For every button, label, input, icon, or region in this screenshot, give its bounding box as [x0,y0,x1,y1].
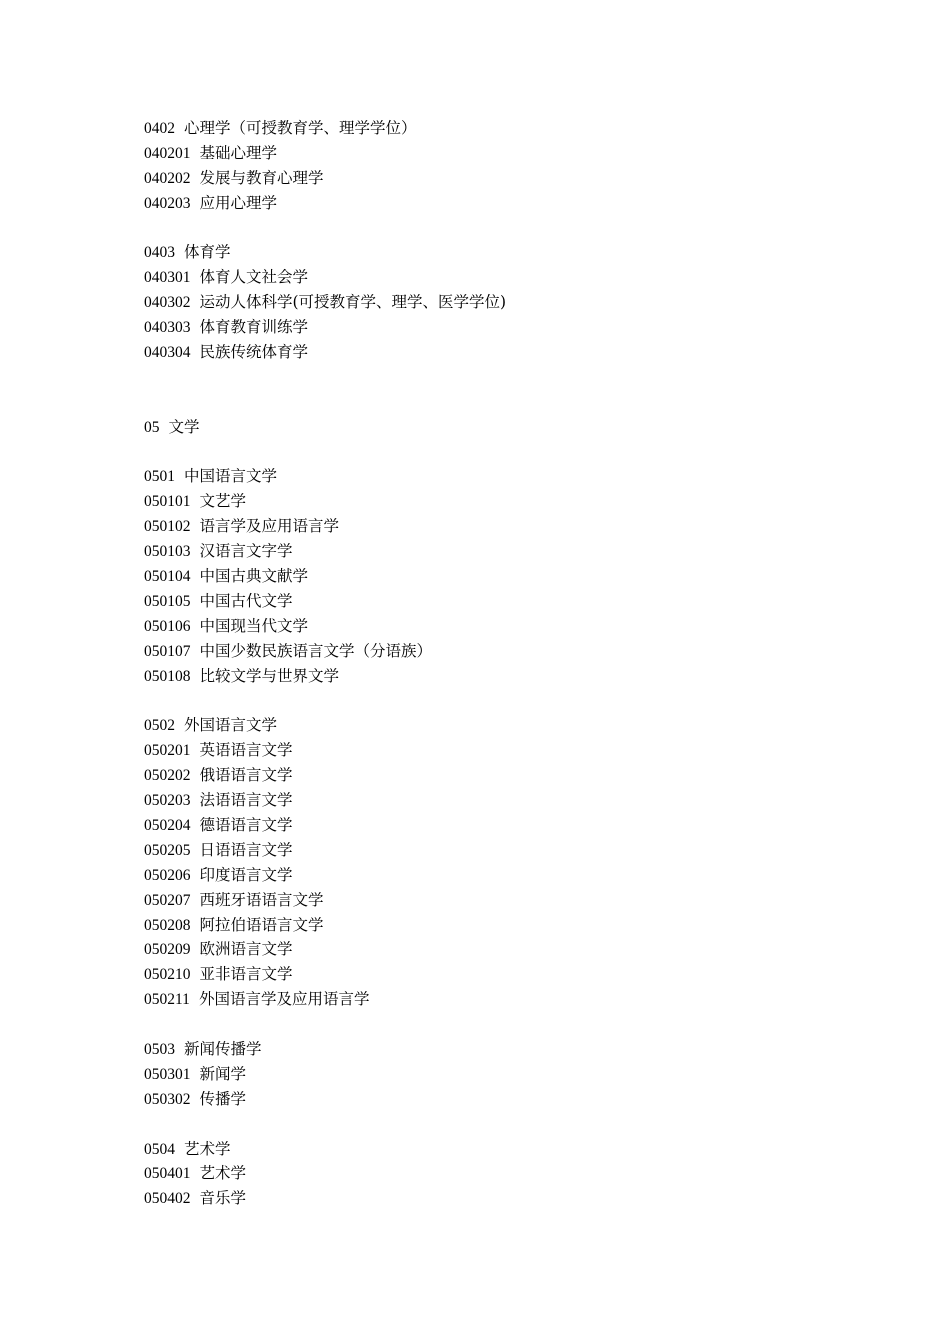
discipline-entry [144,464,904,489]
discipline-name: 日语语言文学 [199,840,293,859]
discipline-code: 050210 [144,966,191,984]
discipline-entry [144,514,904,539]
discipline-entry [144,265,904,290]
discipline-entry [144,1037,904,1062]
discipline-name: 印度语言文学 [199,865,293,884]
discipline-code: 050106 [144,617,191,635]
discipline-name: 艺术学 [184,1139,231,1158]
discipline-entry [144,888,904,913]
discipline-code: 040202 [144,169,191,187]
discipline-code: 050401 [144,1165,191,1183]
discipline-code: 050107 [144,642,191,660]
discipline-name: 传播学 [199,1089,247,1108]
discipline-name: 发展与教育心理学 [199,168,324,187]
discipline-code: 0504 [144,1140,175,1158]
discipline-entry [144,116,904,141]
discipline-block [144,116,904,216]
discipline-code: 0402 [144,120,175,137]
discipline-code: 0501 [144,468,175,486]
blank-line [144,1012,904,1037]
blank-line [144,216,904,241]
blank-line [144,689,904,714]
discipline-name: 体育人文社会学 [199,268,309,287]
discipline-name: 外国语言学及应用语言学 [198,990,370,1009]
discipline-name: 俄语语言文学 [199,766,293,785]
discipline-entry [144,763,904,788]
discipline-entry [144,738,904,763]
discipline-entry [144,1186,904,1211]
discipline-block [144,415,904,440]
discipline-code: 050301 [144,1065,191,1083]
discipline-name: 文艺学 [199,492,247,511]
discipline-entry [144,589,904,614]
discipline-entry [144,1062,904,1087]
discipline-name: 亚非语言文学 [199,965,293,984]
discipline-block [144,1037,904,1112]
discipline-code: 050201 [144,742,191,760]
discipline-code: 0403 [144,244,175,262]
discipline-name: 西班牙语语言文学 [199,890,324,909]
discipline-entry [144,489,904,514]
discipline-name: 中国语言文学 [184,467,278,486]
discipline-block [144,464,904,688]
discipline-name: 法语语言文学 [199,791,293,810]
blank-line [144,440,904,465]
discipline-entry [144,1087,904,1112]
discipline-name: 欧洲语言文学 [199,940,293,959]
discipline-entry [144,713,904,738]
discipline-code: 050103 [144,543,191,561]
discipline-code: 050206 [144,866,191,884]
discipline-block [144,713,904,1012]
discipline-code: 050102 [144,518,191,536]
discipline-code: 050104 [144,568,191,586]
discipline-entry [144,539,904,564]
discipline-entry [144,664,904,689]
discipline-entry [144,937,904,962]
discipline-entry [144,290,904,315]
discipline-entry [144,838,904,863]
discipline-code: 050204 [144,816,191,834]
discipline-entry [144,913,904,938]
discipline-name: 英语语言文学 [199,741,293,760]
discipline-code: 050209 [144,941,191,959]
discipline-name: 阿拉伯语语言文学 [199,915,324,934]
discipline-name: 基础心理学 [199,143,278,162]
discipline-entry [144,639,904,664]
discipline-name: 心理学（可授教育学、理学学位） [184,119,417,137]
discipline-name: 中国少数民族语言文学（分语族） [199,641,433,660]
discipline-code: 050101 [144,493,191,511]
discipline-code: 050105 [144,592,191,610]
discipline-code: 050108 [144,667,191,685]
discipline-name: 应用心理学 [199,193,278,212]
discipline-code: 050208 [144,916,191,934]
discipline-block [144,240,904,364]
discipline-code: 040301 [144,269,191,287]
discipline-name: 新闻学 [199,1064,247,1083]
discipline-entry [144,315,904,340]
discipline-entry [144,1161,904,1186]
discipline-name: 德语语言文学 [199,815,293,834]
discipline-name: 中国古代文学 [199,591,293,610]
discipline-entry [144,191,904,216]
discipline-code: 050205 [144,841,191,859]
discipline-list [144,116,904,1211]
discipline-entry [144,788,904,813]
discipline-code: 05 [144,418,160,436]
discipline-code: 0502 [144,717,175,735]
discipline-name: 音乐学 [199,1189,247,1208]
discipline-entry [144,240,904,265]
discipline-entry [144,1137,904,1162]
discipline-name: 体育学 [184,243,231,262]
discipline-code: 050202 [144,767,191,785]
discipline-name: 外国语言文学 [184,716,278,735]
discipline-entry [144,166,904,191]
discipline-code: 0503 [144,1040,175,1058]
discipline-entry [144,564,904,589]
discipline-name: 中国古典文献学 [199,567,309,586]
discipline-entry [144,141,904,166]
discipline-name: 运动人体科学(可授教育学、理学、医学学位) [199,293,507,312]
discipline-entry [144,863,904,888]
discipline-name: 文学 [168,417,200,436]
discipline-code: 040201 [144,144,191,162]
discipline-entry [144,962,904,987]
discipline-name: 语言学及应用语言学 [199,517,340,536]
discipline-code: 050302 [144,1090,191,1108]
blank-line [144,1112,904,1137]
discipline-name: 艺术学 [199,1164,247,1183]
blank-line [144,365,904,415]
discipline-code: 050211 [144,991,190,1009]
discipline-block [144,1137,904,1212]
discipline-entry [144,415,904,440]
discipline-name: 中国现当代文学 [199,616,309,635]
discipline-name: 比较文学与世界文学 [199,666,340,685]
discipline-code: 040302 [144,294,191,312]
discipline-entry [144,614,904,639]
discipline-name: 民族传统体育学 [199,343,309,362]
discipline-code: 050207 [144,891,191,909]
discipline-entry [144,813,904,838]
discipline-code: 050203 [144,792,191,810]
discipline-code: 040303 [144,319,191,337]
discipline-name: 体育教育训练学 [199,318,309,337]
discipline-entry [144,987,904,1012]
discipline-name: 汉语言文字学 [199,542,293,561]
discipline-code: 040203 [144,194,191,212]
discipline-code: 050402 [144,1190,191,1208]
discipline-code: 040304 [144,344,191,362]
discipline-entry [144,340,904,365]
discipline-name: 新闻传播学 [184,1039,262,1058]
